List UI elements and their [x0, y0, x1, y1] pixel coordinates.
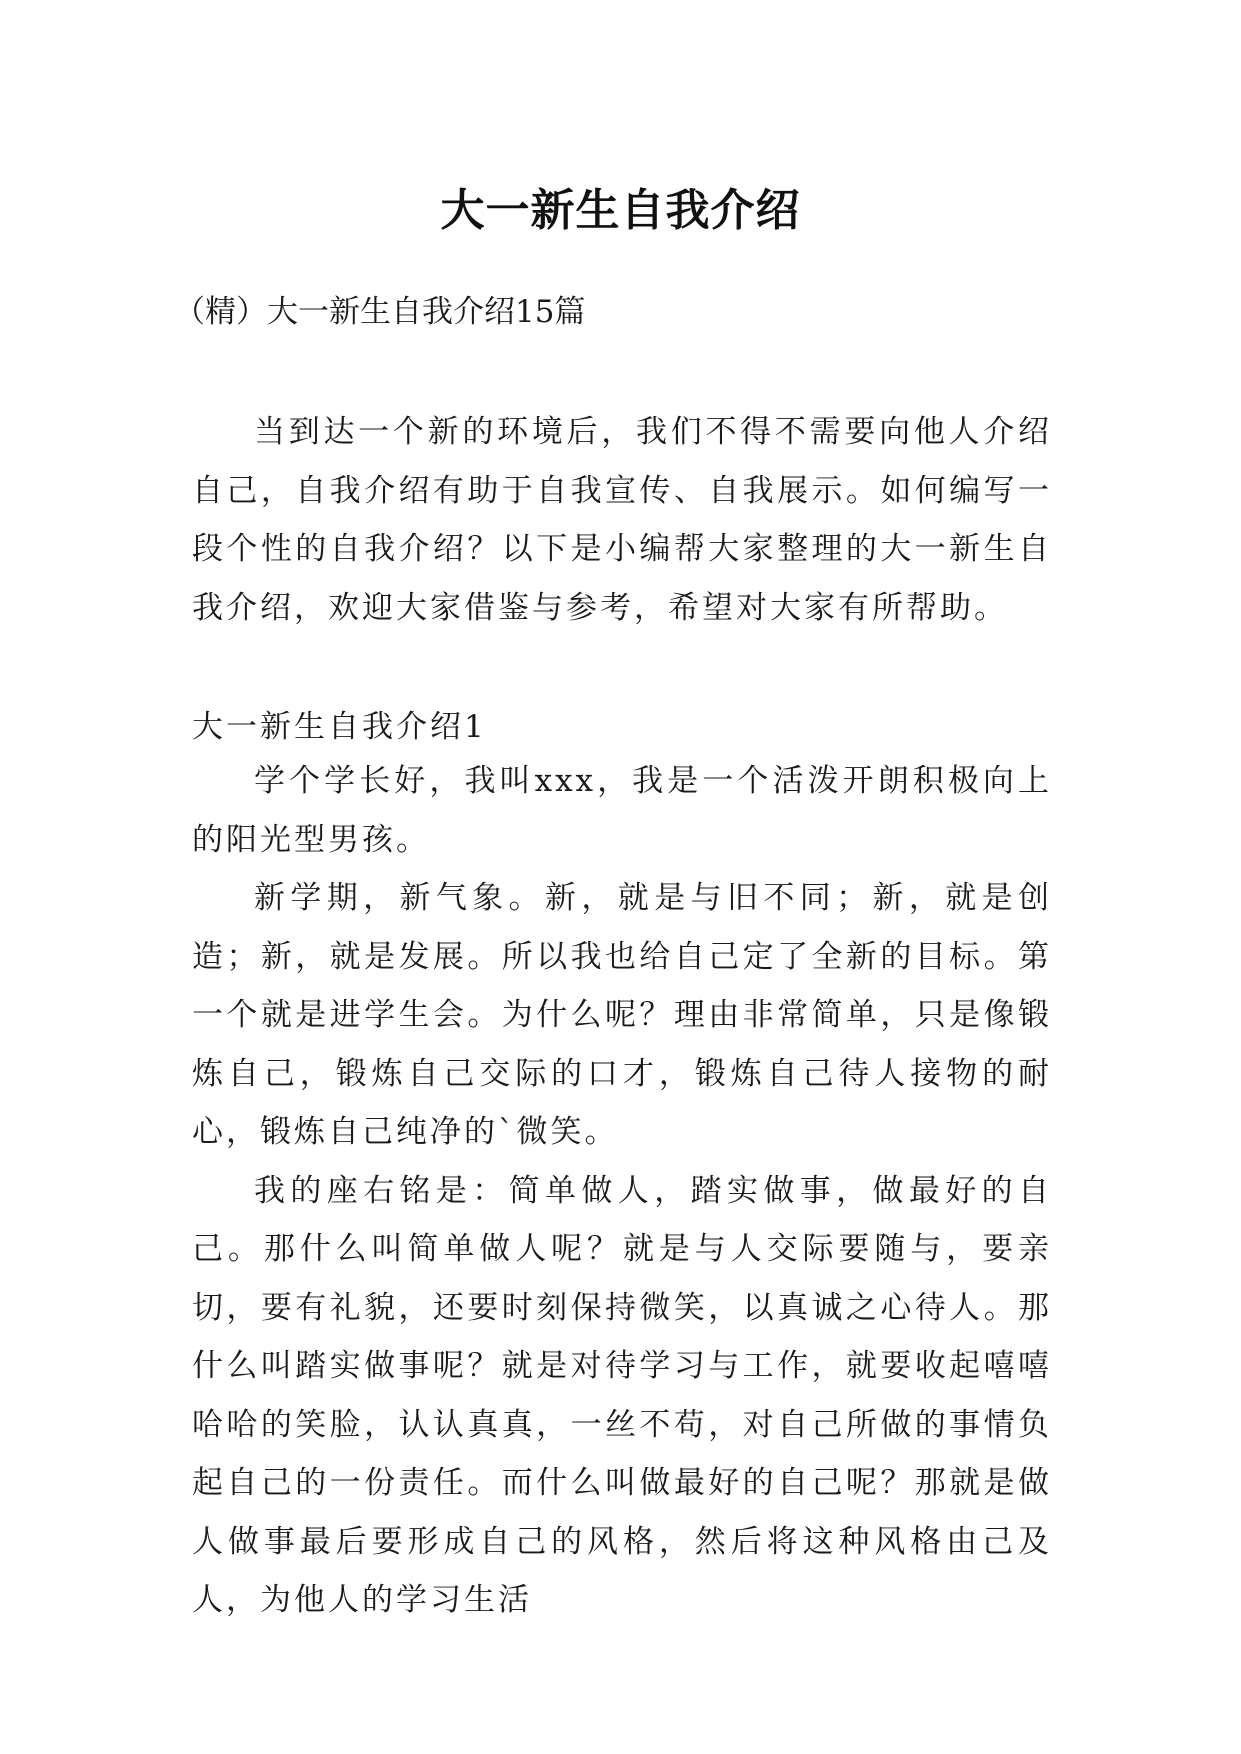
body-paragraph: 学个学长好，我叫xxx，我是一个活泼开朗积极向上的阳光型男孩。 — [192, 763, 1052, 858]
intro-block — [192, 403, 1052, 637]
document-title: 大一新生自我介绍 — [440, 185, 801, 237]
document-subtitle: （精）大一新生自我介绍15篇 — [174, 294, 586, 330]
body-paragraph: 我的座右铭是：简单做人，踏实做事，做最好的自己。那什么叫简单做人呢？就是与人交际要随与，要亲切，要有礼貌，还要时刻保持微笑，以真诚之心待人。那什么叫踏实做事呢？就是对待学习与工作，就要收起嘻嘻哈哈的笑脸，认认真真，一丝不苟，对自己所做的事情负起自己的一份责任。而什么叫做最好的自己呢？那就是做人做事最后要形成自己的风格，然后将这种风格由己及人，为他人的学习生活 — [192, 1172, 1052, 1618]
intro-paragraph: 当到达一个新的环境后，我们不得不需要向他人介绍自己，自我介绍有助于自我宣传、自我展示。如何编写一段个性的自我介绍？以下是小编帮大家整理的大一新生自我介绍，欢迎大家借鉴与参考，希望对大家有所帮助。 — [192, 414, 1052, 626]
section-heading-1: 大一新生自我介绍1 — [192, 709, 487, 745]
body-paragraph: 新学期，新气象。新，就是与旧不同；新，就是创造；新，就是发展。所以我也给自己定了全新的目标。第一个就是进学生会。为什么呢？理由非常简单，只是像锻炼自己，锻炼自己交际的口才，锻炼自己待人接物的耐心，锻炼自己纯净的`微笑。 — [192, 880, 1052, 1150]
section-1-body — [192, 752, 1052, 1630]
